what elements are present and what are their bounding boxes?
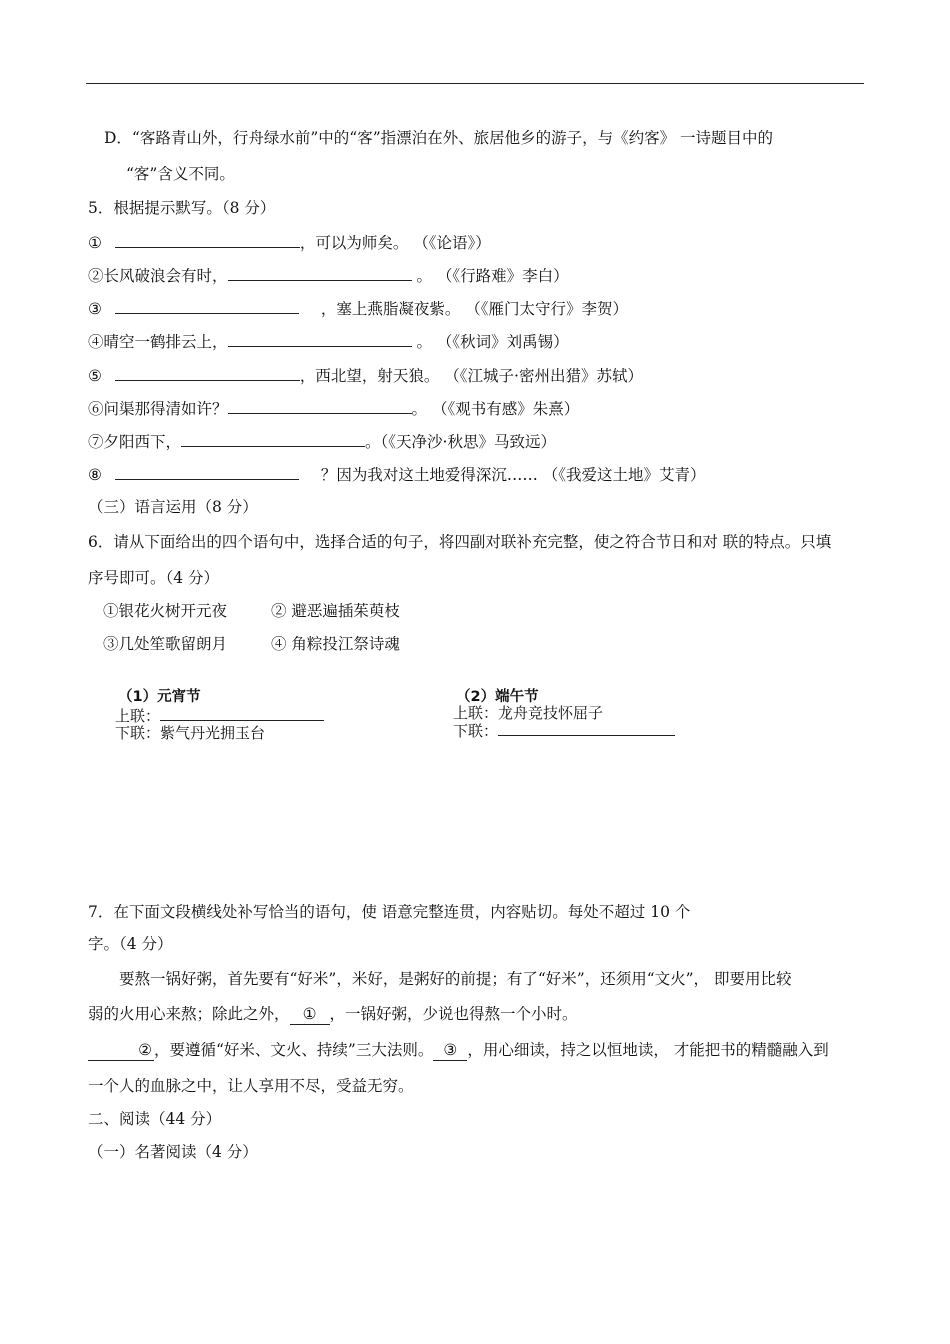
top-rule [86,83,864,84]
item-post: ？因为我对这土地爱得深沉…… （《我爱这土地》艾青） [320,466,706,484]
para-text: 弱的火用心来熬；除此之外， [88,1005,290,1023]
q7-para-line4: 一个人的血脉之中，让人享用不尽，受益无穷。 [88,1077,414,1095]
item-pre: 问渠那得清如许？ [103,400,228,418]
item-mark: ⑧ [88,466,102,484]
q7-para-line1: 要熬一锅好粥，首先要有“好米”，米好，是粥好的前提；有了“好米”，还须用“文火”， 即要用比较 [119,970,792,988]
fill-blank-4[interactable] [228,330,412,347]
q6-option-4: ④ 角粽投江祭诗魂 [271,635,400,653]
q7-para-line3 [88,1040,829,1061]
fill-blank-3[interactable] [115,297,299,314]
answer-blank-2[interactable]: ② [88,1040,154,1061]
item-pre: 晴空一鹤排云上， [103,333,228,351]
para-text: ，用心细读，持之以恒地读， 才能把书的精髓融入到 [467,1041,829,1059]
couplet-1-lower: 下联：紫气丹光拥玉台 [115,724,266,742]
q7-para-line2 [88,1004,578,1025]
couplet-1-title: （1）元宵节 [118,689,201,705]
item-mark: ⑦ [88,433,104,451]
q5-item-8 [88,463,706,485]
option-d-line2: “客”含义不同。 [126,165,235,183]
couplet-2-title: （2）端午节 [456,689,539,705]
item-mark: ④ [88,333,104,351]
q5-item-3 [88,297,628,319]
item-post: ，西北望，射天狼。 （《江城子·密州出猎》苏轼） [299,367,643,385]
q5-item-2 [88,264,569,286]
q6-option-1: ①银花火树开元夜 [103,602,228,620]
item-post: 。 （《秋词》刘禹锡） [411,333,569,351]
q5-title: 5．根据提示默写。（8 分） [88,199,276,217]
fill-blank-2[interactable] [228,264,412,281]
q6-option-2: ② 避恶遍插茱萸枝 [271,602,400,620]
q6-line1: 6．请从下面给出的四个语句中，选择合适的句子，将四副对联补充完整，使之符合节日和对 联的特点。只填 [88,533,832,551]
answer-blank-3[interactable]: ③ [433,1040,467,1061]
option-d-line1: D．“客路青山外，行舟绿水前”中的“客”指漂泊在外、旅居他乡的游子，与《约客》 一诗题目中的 [104,129,774,147]
item-post: 。 （《观书有感》朱熹） [411,400,580,418]
item-post: ，塞上燕脂凝夜紫。 （《雁门太守行》李贺） [320,300,629,318]
item-mark: ③ [88,300,102,318]
q6-line2: 序号即可。（4 分） [88,569,220,587]
fill-blank-6[interactable] [228,397,412,414]
q5-item-6 [88,397,579,419]
couplet-2-blank[interactable] [498,721,675,736]
part-2-subheading: （一）名著阅读（4 分） [88,1143,258,1161]
item-mark: ⑥ [88,400,104,418]
item-post: 。（《天净沙·秋思》马致远） [365,433,556,451]
item-mark: ① [88,234,102,252]
fill-blank-1[interactable] [115,231,300,248]
q5-item-1 [88,231,491,253]
item-post: ，可以为师矣。 （《论语》） [299,234,491,252]
couplet-2-lower [453,721,675,740]
item-mark: ② [88,267,104,285]
item-post: 。 （《行路难》李白） [411,267,569,285]
para-text: ，要遵循“好米、文火、持续”三大法则。 [154,1041,434,1059]
fill-blank-8[interactable] [115,463,299,480]
couplet-1-blank[interactable] [160,706,324,721]
upper-label: 上联： [115,707,161,725]
para-text: ，一锅好粥，少说也得熬一个小时。 [329,1005,578,1023]
q5-item-5 [88,364,643,386]
couplet-2-upper: 上联：龙舟竞技怀屈子 [453,704,604,722]
q7-line2: 字。（4 分） [88,935,173,953]
couplet-1-upper [115,706,324,725]
q5-item-4 [88,330,569,352]
answer-blank-1[interactable]: ① [290,1004,330,1025]
q6-option-3: ③几处笙歌留朗月 [103,635,228,653]
q5-item-7 [88,430,556,452]
lower-label: 下联： [453,722,499,740]
fill-blank-7[interactable] [181,430,365,447]
item-pre: 夕阳西下， [103,433,182,451]
item-pre: 长风破浪会有时， [103,267,228,285]
part-2-heading: 二、阅读（44 分） [88,1110,222,1128]
q7-line1: 7．在下面文段横线处补写恰当的语句，使 语意完整连贯，内容贴切。每处不超过 10 个 [88,903,691,921]
section-3-heading: （三）语言运用（8 分） [88,498,258,516]
fill-blank-5[interactable] [115,364,300,381]
item-mark: ⑤ [88,367,102,385]
